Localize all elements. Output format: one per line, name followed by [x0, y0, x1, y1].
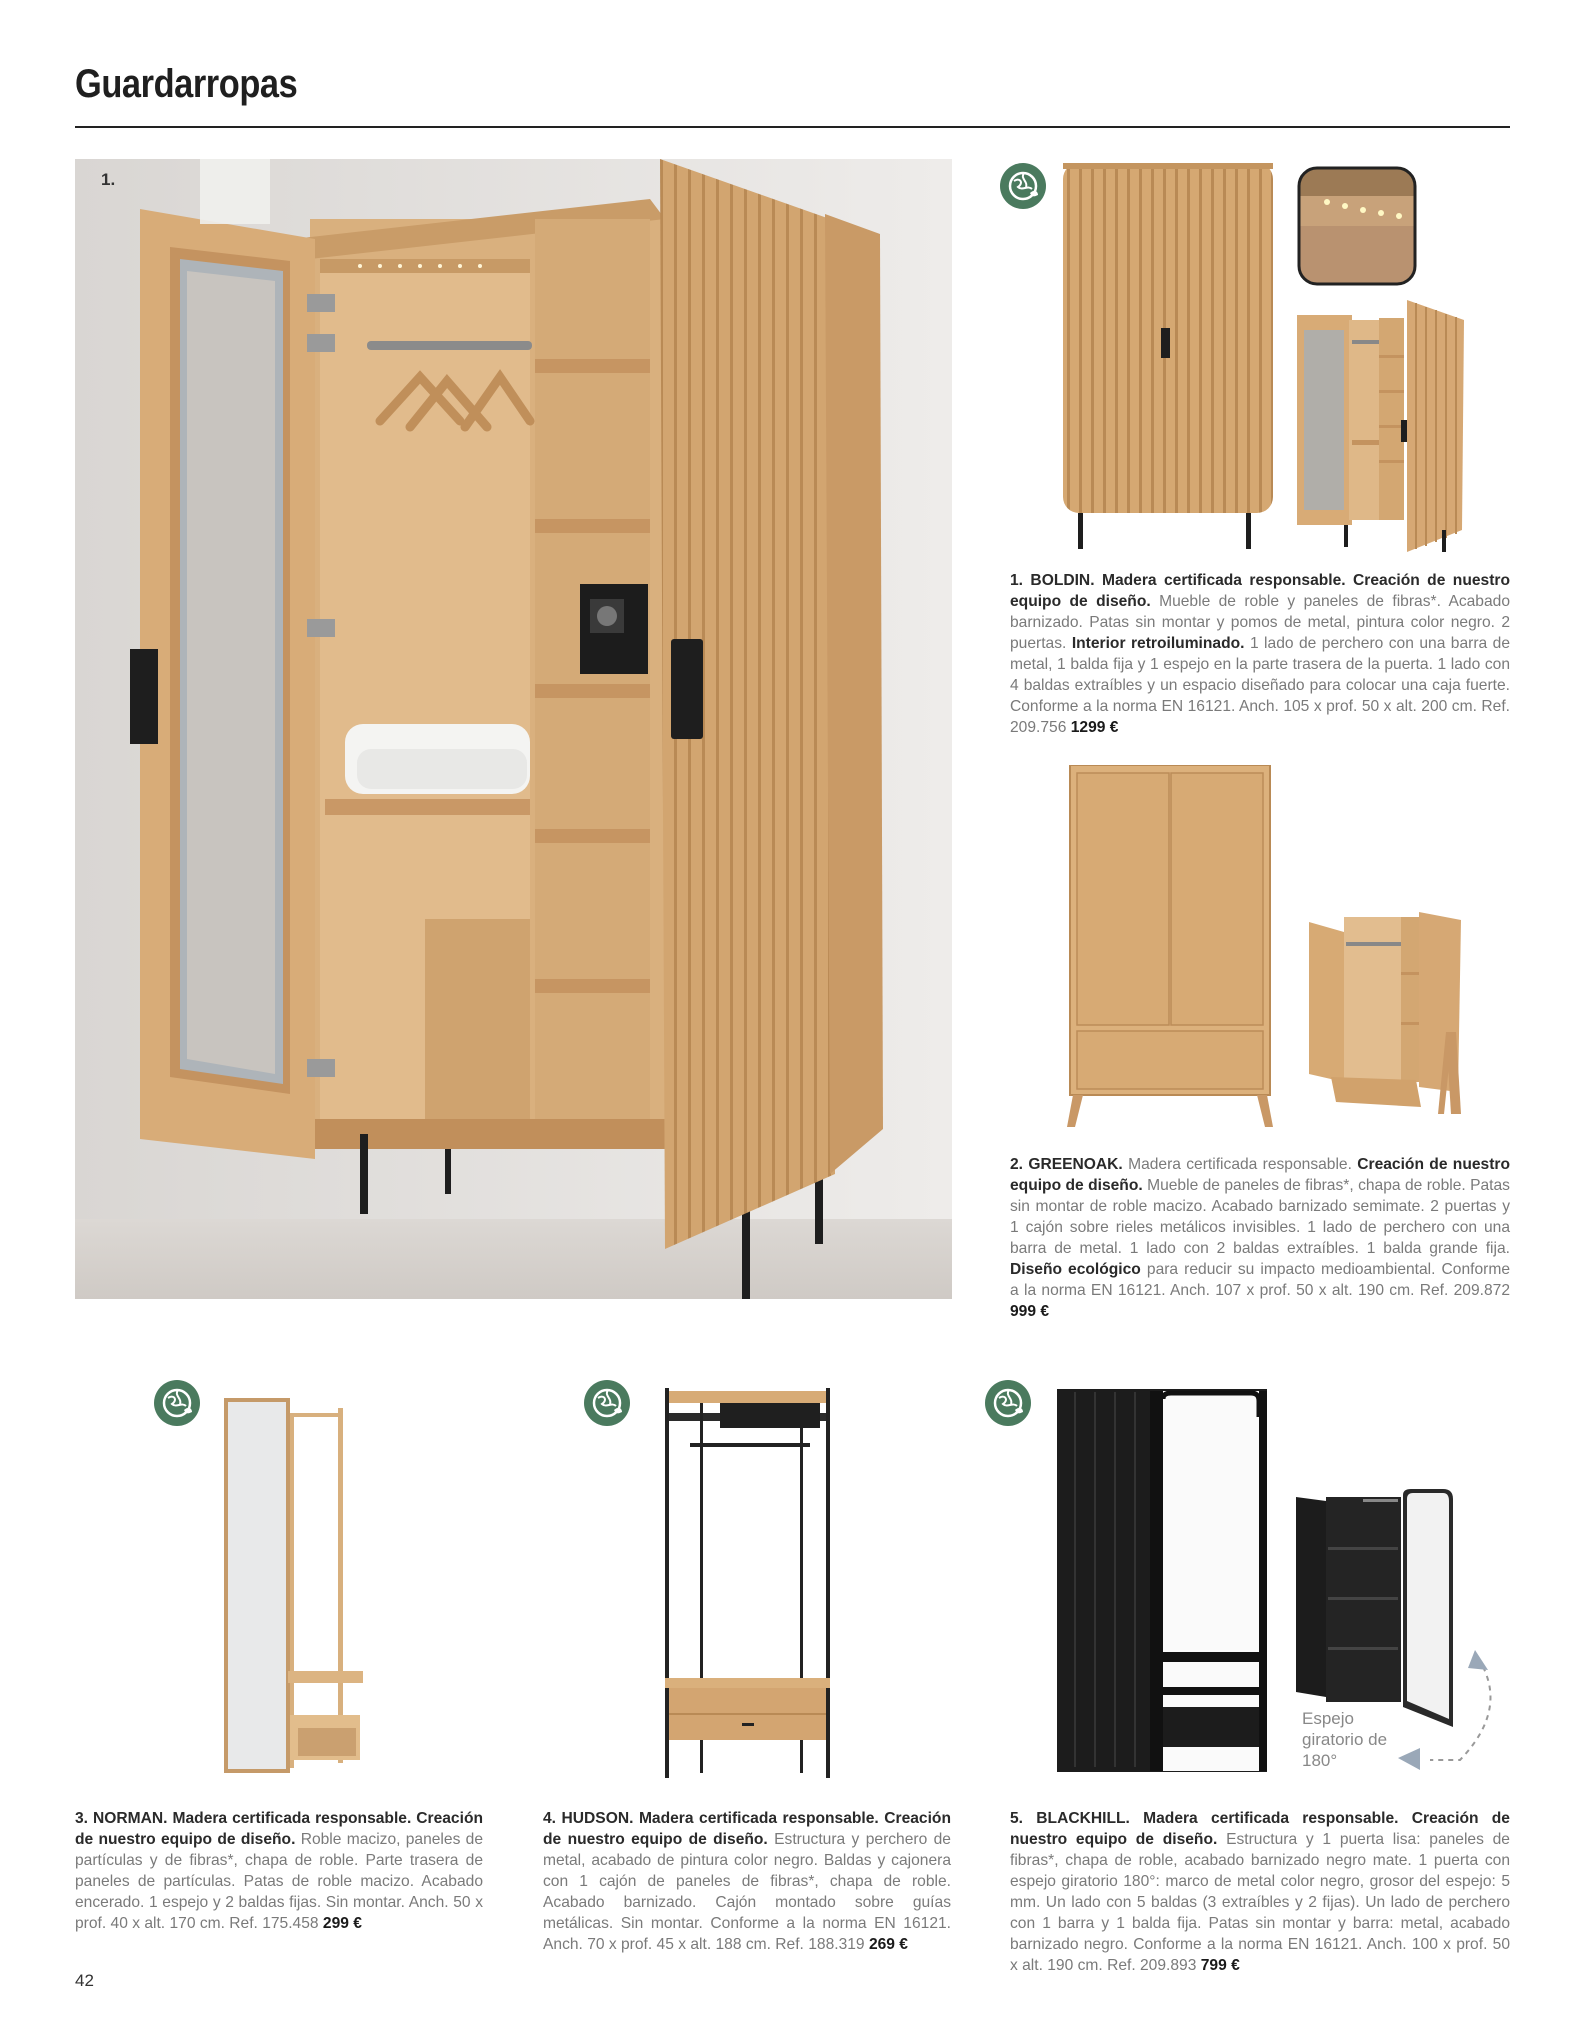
- product-2-lead-2: Creación de nuestro equipo de diseño.: [1010, 1156, 1510, 1194]
- product-3-body: Roble macizo, paneles de partículas y de fibras*, chapa de roble. Parte trasera de paneles de partículas. Patas de roble macizo. Acabado encerado. 1 espejo y 2 baldas fijas. Sin montar. Anch. 50 x prof. 40 x alt. 170 cm. Ref. 175.458: [75, 1831, 483, 1932]
- boldin-light-detail-image: [1297, 166, 1417, 286]
- greenoak-open-image: [1306, 912, 1466, 1117]
- product-2-name: 2. GREENOAK.: [1010, 1156, 1123, 1173]
- globe-leaf-icon: [154, 1380, 200, 1426]
- product-4-lead: Madera certificada responsable. Creación de nuestro equipo de diseño.: [543, 1810, 951, 1848]
- product-1-body: Mueble de roble y paneles de fibras*. Acabado barnizado. Patas sin montar y pomos de metal, pintura color negro. 2 puertas.: [1010, 593, 1510, 652]
- product-5-body: Estructura y 1 puerta lisa: paneles de fibras*, chapa de roble, acabado barnizado negro mate. 1 puerta con espejo giratorio 180°: marco de metal color negro, grosor del espejo: 5 mm. Un lado con 5 baldas (3 extraíbles y 2 fijas). Un lado de perchero con 1 barra y 1 balda fija. Patas sin montar y barra: metal, acabado barnizado negro. Conforme a la norma EN 16121. Anch. 100 x prof. 50 x alt. 190 cm. Ref. 209.893: [1010, 1831, 1510, 1974]
- globe-leaf-icon: [584, 1380, 630, 1426]
- product-1-name: 1. BOLDIN.: [1010, 572, 1095, 589]
- product-2-price: 999 €: [1010, 1303, 1050, 1320]
- title-rule: [75, 126, 1510, 128]
- product-5-lead: Madera certificada responsable. Creación de nuestro equipo de diseño.: [1010, 1810, 1510, 1848]
- product-1-lead: Madera certificada responsable. Creación de nuestro equipo de diseño.: [1010, 572, 1510, 610]
- product-2-lead: Madera certificada responsable.: [1128, 1156, 1352, 1173]
- product-1-highlight: Interior retroiluminado.: [1071, 635, 1245, 652]
- norman-image: [218, 1393, 368, 1778]
- product-1-description: [1010, 570, 1510, 738]
- product-5-name: 5. BLACKHILL.: [1010, 1810, 1130, 1827]
- page-number: 42: [75, 1971, 94, 1990]
- globe-leaf-icon: [985, 1380, 1031, 1426]
- rotation-caption: [1302, 1708, 1387, 1771]
- rotation-caption-line-2: giratorio de: [1302, 1730, 1388, 1749]
- boldin-open-image: [1294, 300, 1469, 555]
- globe-leaf-icon: [1000, 163, 1046, 209]
- rotation-caption-line-1: Espejo: [1302, 1709, 1354, 1728]
- product-3-lead: Madera certificada responsable. Creación de nuestro equipo de diseño.: [75, 1810, 483, 1848]
- product-1-price: 1299 €: [1070, 719, 1119, 736]
- rotation-caption-line-3: 180°: [1302, 1751, 1338, 1770]
- product-3-description: [75, 1808, 483, 1934]
- product-4-name: 4. HUDSON.: [543, 1810, 634, 1827]
- hero-label: 1.: [101, 170, 116, 189]
- product-4-price: 269 €: [868, 1936, 908, 1953]
- product-2-body-2: para reducir su impacto medioambiental. Conforme a la norma EN 16121. Anch. 107 x prof. 50 x alt. 190 cm. Ref. 209.872: [1010, 1261, 1510, 1299]
- product-3-price: 299 €: [322, 1915, 362, 1932]
- product-4-description: [543, 1808, 951, 1955]
- product-1-body-2: 1 lado de perchero con una barra de metal, 1 balda fija y 1 espejo en la parte trasera de la puerta. 1 lado con 4 baldas extraíbles y un espacio diseñado para colocar una caja fuerte. Conforme a la norma EN 16121. Anch. 105 x prof. 50 x alt. 200 cm. Ref. 209.756: [1010, 635, 1511, 736]
- product-2-body: Mueble de paneles de fibras*, chapa de roble. Patas sin montar de roble macizo. Acabado barnizado semimate. 2 puertas y 1 cajón sobre rieles metálicos invisibles. 1 lado de perchero con una barra de metal. 1 lado con 2 baldas extraíbles. 1 balda grande fija.: [1010, 1177, 1510, 1257]
- product-4-body: Estructura y perchero de metal, acabado de pintura color negro. Baldas y cajonera con 1 cajón de paneles de fibras*, chapa de roble. Acabado barnizado. Cajón montado sobre guías metálicas. Sin montar. Conforme a la norma EN 16121. Anch. 70 x prof. 45 x alt. 188 cm. Ref. 188.319: [543, 1831, 951, 1953]
- product-3-name: 3. NORMAN.: [75, 1810, 168, 1827]
- product-5-price: 799 €: [1200, 1957, 1240, 1974]
- page-title: Guardarropas: [75, 62, 298, 106]
- greenoak-front-image: [1065, 765, 1275, 1130]
- product-2-highlight: Diseño ecológico: [1010, 1261, 1141, 1278]
- boldin-front-image: [1058, 163, 1276, 553]
- hudson-image: [660, 1383, 835, 1783]
- blackhill-front-image: [1055, 1387, 1270, 1777]
- rotation-arrow-icon: [1390, 1648, 1508, 1773]
- product-5-description: [1010, 1808, 1510, 1976]
- hero-image: [75, 159, 952, 1299]
- product-2-description: [1010, 1154, 1510, 1322]
